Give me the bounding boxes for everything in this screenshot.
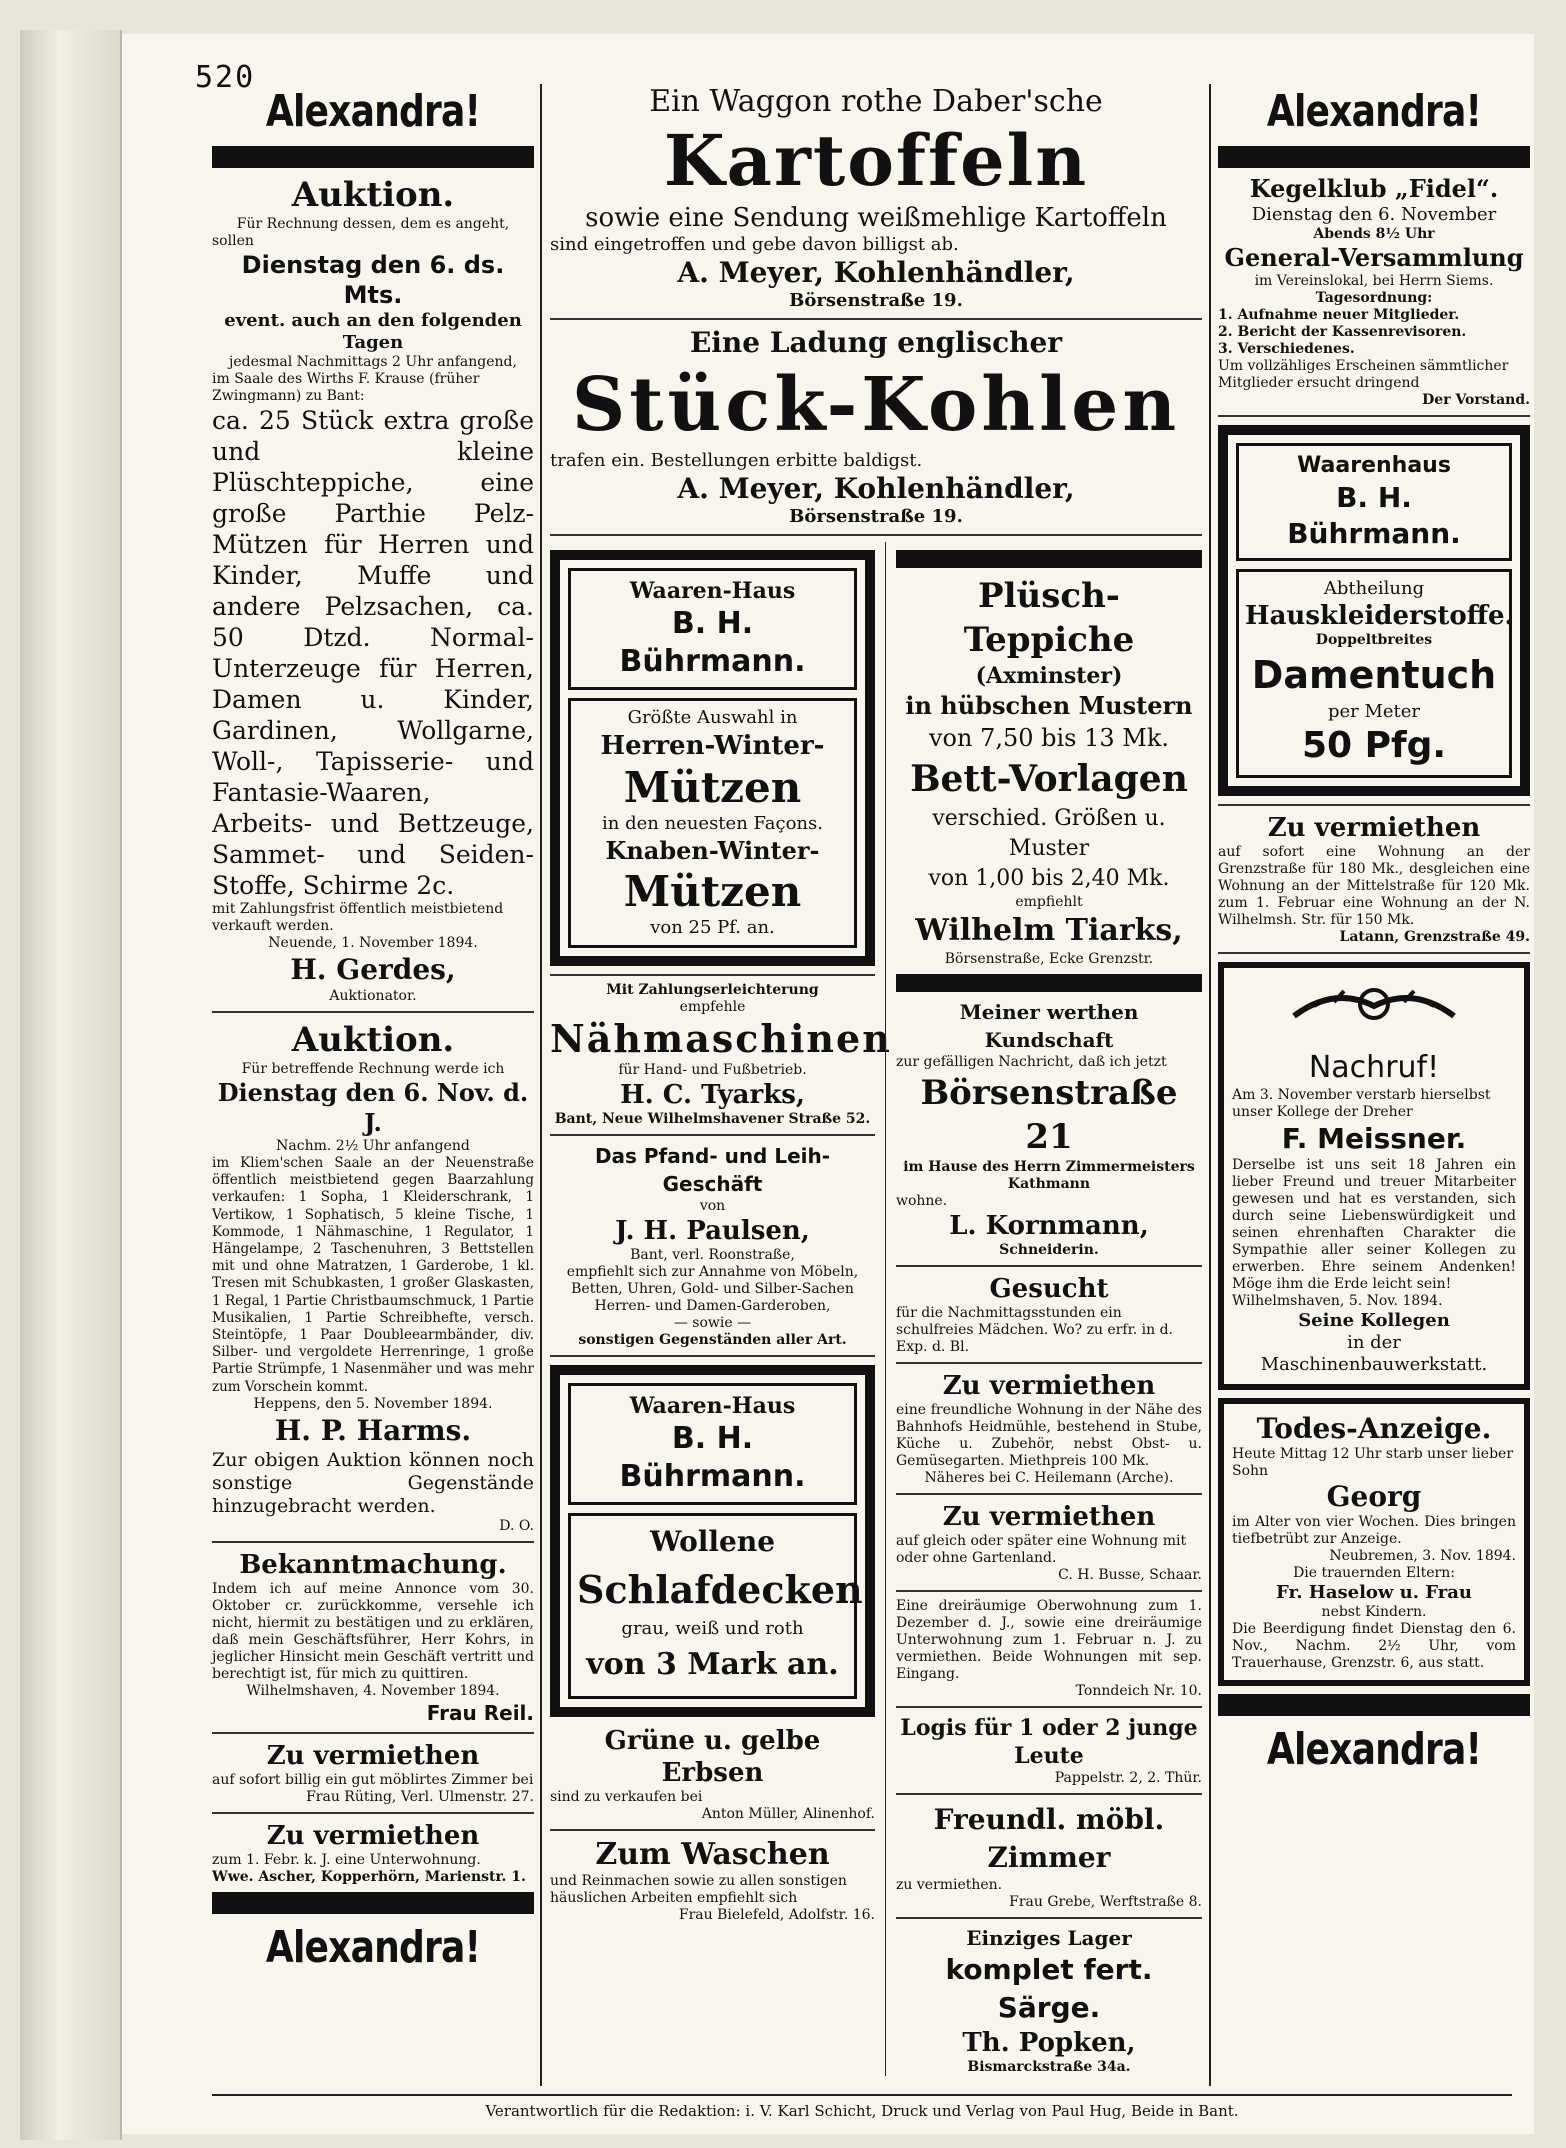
ad-signature: Der Vorstand. [1422,392,1530,408]
ad-signature: Pappelstr. 2, 2. Thür. [1054,1770,1202,1786]
ad-headline: Schlafdecken [577,1567,863,1612]
ad-line: empfiehlt [1015,894,1083,910]
ad-line: zu vermiethen. [895,1877,1003,1893]
alexandra-banner-bottom-right: Alexandra! [1266,1724,1482,1775]
ad-place-date: Wilhelmshaven, 4. November 1894. [246,1682,500,1699]
ad-line: Mit Zahlungserleichterung [606,982,819,998]
rule [550,1134,875,1136]
ad-items: ca. 25 Stück extra große und kleine Plüschteppiche, eine große Parthie Pelz-Mützen für Herren und Kinder, Muffe und andere Pelzsachen, ca. 50 Dtzd. Normal-Unterzeuge für Herren, Damen u. Kinder, Gardinen, Wollgarne, Woll-, Tapisserie- und Fantasie-Waaren, Arbeits- und Bettzeuge, Sammet- und Seiden-Stoffe, Schirme 2c. [212,406,534,900]
ad-headline: Bett-Vorlagen [910,758,1188,800]
ad-signature: Frau Reil. [426,1700,534,1725]
alexandra-banner-top-left: Alexandra! [265,86,481,137]
ad-place-date: Neuende, 1. November 1894. [268,935,478,951]
ad-line: von [699,1198,726,1214]
sewing-machine-ad [550,982,892,1128]
ad-line: Am 3. November verstarb hierselbst unser Kollege der Dreher [1232,1087,1491,1120]
rule [896,1265,1202,1267]
ad-line: Abends 8½ Uhr [1313,226,1435,242]
ad-address: Börsenstraße 19. [789,290,963,311]
ad-line: im Vereinslokal, bei Herrn Siems. [1254,273,1494,289]
ad-line: von 25 Pf. an. [650,917,775,938]
page-number: 520 [195,60,256,95]
ad-body: auf gleich oder später eine Wohnung mit oder ohne Gartenland. [895,1533,1187,1566]
rule [212,1812,534,1814]
ad-price: von 1,00 bis 2,40 Mk. [928,866,1170,891]
deceased-name: Georg [1326,1480,1422,1513]
ad-title: Das Pfand- und Leih-Geschäft [594,1144,831,1196]
ad-line: Tagesordnung: [1315,290,1433,306]
black-bar [212,1892,534,1914]
ad-price: 50 Pfg. [1301,725,1447,766]
firm-box [1236,443,1512,561]
ad-signature: H. C. Tyarks, [620,1080,805,1110]
ad-body: Derselbe ist uns seit 18 Jahren ein lieber Freund und treuer Mitarbeiter gewesen und hat es verstanden, sich durch seine Liebenswürdigkeit und seinen ehrenhaften Charakter die Sympathie aller seiner Kollegen zu erwerben. Ehre seinem Andenken! Möge ihm die Erde leicht sein! [1232,1157,1516,1292]
firm-name: B. H. Bührmann. [619,1421,806,1494]
ad-line: jedesmal Nachmittags 2 Uhr anfangend, [229,354,517,370]
rule [896,1493,1202,1495]
ad-line: zur gefälligen Nachricht, daß ich jetzt [895,1054,1167,1070]
ad-signature: Latann, Grenzstraße 49. [1339,929,1530,945]
ad-address: Börsenstraße 19. [789,506,963,527]
ad-title: Zum Waschen [595,1837,830,1872]
rule [1218,952,1530,954]
lodging-ad [896,1714,1202,1787]
tailor-ad [896,998,1202,1259]
ad-body: für die Nachmittagsstunden ein schulfreies Mädchen. Wo? zu erfr. in d. Exp. d. Bl. [895,1305,1174,1355]
firm-line: Waarenhaus [1297,453,1451,478]
ad-signature: A. Meyer, Kohlenhändler, [677,472,1075,505]
ad-signature: Frau Bielefeld, Adolfstr. 16. [678,1907,875,1923]
coal-ad [550,326,1202,528]
rule [550,534,1202,536]
ad-line: wohne. [895,1193,948,1209]
ad-line: (Axminster) [975,663,1123,689]
ad-headline: Nähmaschinen [550,1016,892,1061]
firm-box [568,1383,857,1505]
ad-line: mit Zahlungsfrist öffentlich meistbietend verkauft werden. [212,901,504,934]
ad-line: sonstigen Gegenständen aller Art. [578,1332,847,1348]
ad-line: per Meter [1327,701,1421,722]
ad-headline: Börsenstraße 21 [920,1073,1178,1157]
ad-line: Abtheilung [1323,578,1425,599]
middle-subcol-right [896,542,1202,2076]
rule [212,1732,534,1734]
ad-address: Bismarckstraße 34a. [967,2059,1131,2075]
ad-line: Herren-Winter- [600,731,825,761]
ad-line: in den neuesten Façons. [602,813,823,834]
carpet-ad [896,574,1202,968]
ad-body: auf sofort billig ein gut möblirtes Zimmer bei [212,1771,534,1788]
ad-signature: Frau Grebe, Werftstraße 8. [1009,1894,1202,1910]
ad-body: auf sofort eine Wohnung an der Grenzstraße für 180 Mk., desgleichen eine Wohnung an der Mittelstraße für 120 Mk. zum 1. Februar eine Wohnung an der N. Wilhelmsh. Str. für 150 Mk. [1218,844,1530,928]
ad-place-date: Heppens, den 5. November 1894. [253,1395,493,1412]
ad-title: Gesucht [989,1274,1109,1304]
middle-subcol-left [550,542,892,2076]
ad-headline: komplet fert. Särge. [945,1953,1153,2024]
rule [896,1793,1202,1795]
binding-edge [20,30,122,2140]
ad-title: Zu vermiethen [266,1740,480,1771]
black-bar [212,146,534,168]
firm-name: B. H. Bührmann. [1287,481,1461,550]
offer-box [1236,569,1512,778]
ad-line: Doppeltbreites [1315,632,1433,648]
ad-body: empfiehlt sich zur Annahme von Möbeln, Betten, Uhren, Gold- und Silber-Sachen Herren- und Damen-Garderoben, [566,1264,859,1314]
ad-title: Bekanntmachung. [239,1549,507,1580]
ad-line: Die Beerdigung findet Dienstag den 6. Nov., Nachm. 2½ Uhr, vom Trauerhause, Grenzstr. 6, aus statt. [1232,1621,1516,1671]
ad-line: — sowie — [673,1315,752,1331]
ad-line: sind zu verkaufen bei [550,1789,703,1805]
ad-headline: General-Versammlung [1224,243,1524,272]
ad-headline: Mützen [623,763,802,812]
coffin-ad [896,1925,1202,2076]
right-column [1218,84,1530,1778]
ad-signature: Fr. Haselow u. Frau [1275,1582,1472,1603]
ad-line: grau, weiß und roth [621,1618,804,1639]
ad-signature: Anton Müller, Alinenhof. [701,1806,875,1822]
ad-title: Zu vermiethen [942,1371,1156,1401]
rule [212,1541,534,1543]
ad-line: nebst Kindern. [1321,1604,1427,1620]
buehrmann-blanket-ad [550,1365,875,1717]
firm-line: Waaren-Haus [629,578,796,604]
room-ad [896,1801,1202,1911]
ad-headline: Plüsch-Teppiche [963,576,1135,660]
ad-headline: Mützen [623,867,802,916]
ad-title: Nachruf! [1308,1050,1440,1085]
ad-headline: Stück-Kohlen [571,362,1181,448]
ad-title: Kegelklub „Fidel“. [1249,174,1499,203]
ad-body: im Kliem'schen Saale an der Neuenstraße öffentlich meistbietend gegen Baarzahlung verkaufen: 1 Sopha, 1 Kleiderschrank, 1 Vertikow, 1 Sophatisch, 5 kleine Tische, 1 Kommode, 1 Nähmaschine, 1 Regulator, 1 Hängelampe, 2 Taschenuhren, 3 Bettstellen mit und ohne Matratzen, 1 Garderobe, 1 kl. Tresen mit Schubkasten, 1 großer Glaskasten, 1 Regal, 1 Partie Christbaumschmuck, 1 Partie Musikalien, 1 Partie Schreibhefte, versch. Steintöpfe, 1 Paar Doubleearmbänder, div. Silber- und vergoldete Herrenringe, 1 große Partie Strümpfe, 1 Nasenmäher und was mehr zum Vorschein kommt. [212,1155,534,1395]
middle-row [550,542,1202,2076]
ad-signature: J. H. Paulsen, [615,1216,810,1246]
ad-title: Auktion. [291,175,455,215]
column-divider-left [540,84,542,2086]
ad-line: verschied. Größen u. Muster [932,806,1166,861]
left-column [212,84,534,1976]
ad-body: eine freundliche Wohnung in der Nähe des Bahnhofs Heidmühle, bestehend in Stube, Küche u. Zubehör, nebst Obst- u. Gemüsegarten. Miethpreis 100 Mk. [895,1402,1202,1469]
black-bar [896,974,1202,992]
ad-signature: Th. Popken, [962,2028,1136,2058]
ad-line: Knaben-Winter- [605,836,820,865]
rule [550,318,1202,320]
ad-line: Eine Ladung englischer [689,326,1063,359]
buehrmann-caps-ad [550,550,875,966]
imprint-footer: Verantwortlich für die Redaktion: i. V. Karl Schicht, Druck und Verlag von Paul Hug, Beide in Bant. [212,2094,1512,2120]
ad-date: Dienstag den 6. ds. Mts. [241,251,505,309]
ad-line: Für betreffende Rechnung werde ich [241,1061,505,1077]
ad-body: Eine dreiräumige Oberwohnung zum 1. Dezember d. J., sowie eine dreiräumige Unterwohnung zum 1. Februar n. J. zu vermiethen. Beide Wohnungen mit sep. Eingang. [895,1598,1202,1682]
rule [550,1829,875,1831]
ad-line: im Saale des Wirths F. Krause (früher [212,371,480,387]
firm-name: B. H. Bührmann. [619,606,806,679]
ad-line: empfehle [679,999,746,1015]
potato-ad [550,84,1202,312]
ad-line: sollen [212,233,254,249]
ad-line: Meiner werthen Kundschaft [959,1000,1139,1052]
ad-address: Bant, verl. Roonstraße, [630,1247,795,1263]
rule [1218,415,1530,417]
ad-signature-line: in der Maschinenbauwerkstatt. [1260,1332,1488,1375]
black-bar [896,550,1202,568]
ad-line: Für Rechnung dessen, dem es angeht, [236,216,510,232]
ad-line: Dienstag den 6. November [1251,204,1497,225]
ad-title: Freundl. möbl. Zimmer [933,1803,1165,1874]
wanted-ad [896,1273,1202,1356]
rent-ad-4 [896,1501,1202,1584]
ad-signature: A. Meyer, Kohlenhändler, [677,256,1075,289]
ad-line: Nachm. 2½ Uhr anfangend [276,1138,470,1154]
ad-signature: C. H. Busse, Schaar. [1058,1567,1202,1583]
deceased-name: F. Meissner. [1281,1122,1467,1155]
rule [896,1706,1202,1708]
ad-price: von 7,50 bis 13 Mk. [928,724,1170,752]
ad-line: sind eingetroffen und gebe davon billigst ab. [550,234,959,255]
ad-line: trafen ein. Bestellungen erbitte baldigst. [550,450,923,471]
ad-place-date: Wilhelmshaven, 5. Nov. 1894. [1232,1293,1443,1309]
ad-line: Tagen [342,332,404,353]
rule [1218,804,1530,806]
rent-ad-2 [212,1820,534,1886]
ad-line: Heute Mittag 12 Uhr starb unser lieber Sohn [1232,1446,1514,1479]
ad-signature: L. Kornmann, [949,1211,1149,1241]
ad-title: Auktion. [291,1020,455,1060]
rent-ad-1 [212,1740,534,1806]
ad-role: Auktionator. [329,988,417,1004]
auction-ad-2 [212,1019,534,1535]
ad-line: Um vollzähliges Erscheinen sämmtlicher Mitglieder ersucht dringend [1218,358,1509,391]
ad-line: Zwingmann) zu Bant: [212,388,365,404]
ad-date: Dienstag den 6. Nov. d. J. [217,1078,529,1137]
ad-line: Einziges Lager [966,1926,1132,1950]
ad-title: Zu vermiethen [942,1502,1156,1532]
ad-line: im Hause des Herrn Zimmermeisters Kathmann [903,1159,1195,1192]
rent-ad-3 [896,1370,1202,1487]
ad-body: und Reinmachen sowie zu allen sonstigen häuslichen Arbeiten empfiehlt sich [550,1873,847,1906]
ad-line: Die trauernden Eltern: [1293,1565,1455,1581]
ad-signature: Tonndeich Nr. 10. [1075,1683,1202,1699]
ad-line: event. auch an den folgenden [224,310,522,331]
wreath-icon [1232,976,1516,1049]
black-bar [1218,146,1530,168]
pawn-shop-ad [550,1142,875,1349]
ad-title: Logis für 1 oder 2 junge Leute [900,1715,1198,1769]
rule [896,1362,1202,1364]
firm-line: Waaren-Haus [629,1393,796,1419]
rent-ad-5 [1218,812,1530,946]
ad-line: sowie eine Sendung weißmehlige Kartoffeln [585,203,1167,233]
ad-signature: Wwe. Ascher, Kopperhörn, Marienstr. 1. [212,1868,526,1885]
ad-initials: D. O. [499,1517,534,1534]
bowling-club-ad [1218,174,1530,409]
washing-ad [550,1837,875,1924]
offer-box [568,698,857,948]
rule [550,1355,875,1357]
ad-line: Größte Auswahl in [627,707,798,728]
ad-note: Zur obigen Auktion können noch sonstige Gegenstände hinzugebracht werden. [212,1448,534,1517]
black-bar [1218,1694,1530,1716]
alexandra-banner-top-right: Alexandra! [1266,86,1482,137]
ad-line: Wollene [649,1525,776,1558]
ad-signature: Seine Kollegen [1298,1310,1450,1331]
ad-signature: H. P. Harms. [274,1413,472,1447]
ad-body: zum 1. Febr. k. J. eine Unterwohnung. [212,1851,481,1868]
ad-line: für Hand- und Fußbetrieb. [618,1062,807,1078]
peas-ad [550,1725,875,1823]
ad-title: Zu vermiethen [266,1820,480,1851]
ad-title: Todes-Anzeige. [1256,1412,1492,1445]
ad-headline: Damentuch [1251,653,1497,697]
ad-place-date: Neubremen, 3. Nov. 1894. [1329,1548,1516,1564]
inner-divider [885,542,886,2076]
ad-line: in hübschen Mustern [905,691,1193,720]
ad-signature: Näheres bei C. Heilemann (Arche). [924,1470,1174,1486]
ad-address: Bant, Neue Wilhelmshavener Straße 52. [554,1111,871,1127]
rule [896,1917,1202,1919]
announcement-ad [212,1549,534,1726]
apartment-ad [896,1598,1202,1700]
firm-box [568,568,857,690]
ad-line: von 3 Mark an. [586,1647,839,1682]
ad-title: Zu vermiethen [1267,813,1481,843]
auction-ad-1 [212,174,534,1005]
ad-address: Börsenstraße, Ecke Grenzstr. [944,951,1154,967]
rule [896,1590,1202,1592]
ad-line: im Alter von vier Wochen. Dies bringen tiefbetrübt zur Anzeige. [1232,1514,1516,1547]
agenda-item: 3. Verschiedenes. [1218,341,1355,357]
ad-title: Grüne u. gelbe Erbsen [604,1726,821,1788]
rule [212,1011,534,1013]
ad-line: Ein Waggon rothe Daber'sche [649,84,1103,119]
agenda-item: 1. Aufnahme neuer Mitglieder. [1218,307,1460,323]
ad-line: Hauskleiderstoffe. [1245,601,1514,631]
column-divider-right [1209,84,1211,2086]
ad-signature: Wilhelm Tiarks, [915,913,1183,948]
offer-box [568,1513,863,1699]
ad-signature: Frau Rüting, Verl. Ulmenstr. 27. [306,1788,534,1805]
ad-role: Schneiderin. [999,1242,1099,1258]
ad-signature: H. Gerdes, [290,953,456,986]
death-notice-box [1218,1398,1530,1686]
ad-body: Indem ich auf meine Annonce vom 30. Oktober cr. zurückkomme, versehle ich nicht, hiermit zu bestätigen und zu erklären, daß mein Geschäftsführer, Herr Kohrs, in jeglicher Hinsicht mein Geschäft vertritt und berechtigt ist, für mich zu quittiren. [212,1580,534,1682]
agenda-item: 2. Bericht der Kassenrevisoren. [1218,324,1467,340]
ad-headline: Kartoffeln [663,119,1089,202]
alexandra-banner-bottom-left: Alexandra! [265,1921,481,1973]
obituary-box [1218,962,1530,1390]
buehrmann-cloth-ad [1218,425,1530,796]
middle-column [550,84,1202,2076]
rule [550,974,875,976]
